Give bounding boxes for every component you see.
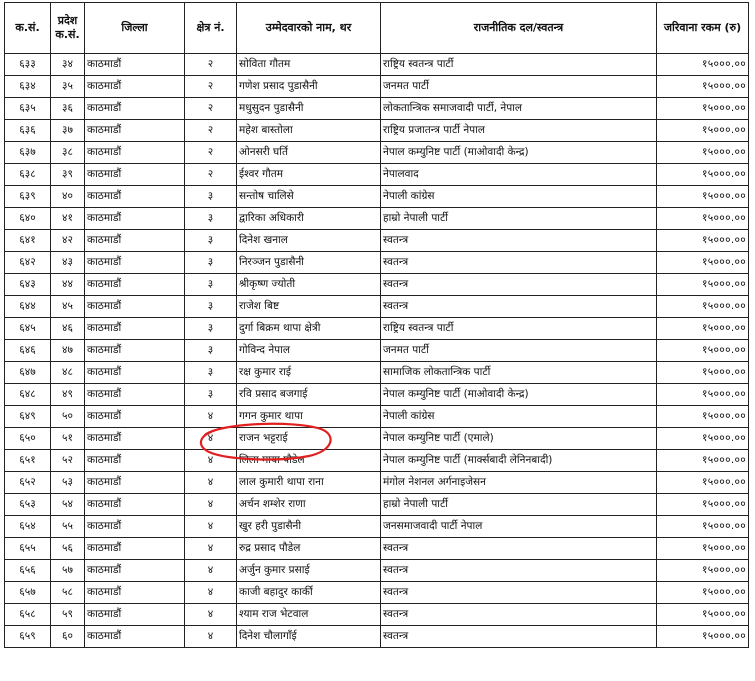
table-row bbox=[5, 582, 749, 604]
party-cell: स्वतन्त्र bbox=[381, 582, 657, 604]
constituency-cell: ३ bbox=[185, 274, 237, 296]
serial-cell: ६४४ bbox=[5, 296, 51, 318]
table-row bbox=[5, 54, 749, 76]
province-serial-cell: ४९ bbox=[51, 384, 85, 406]
fine-amount-cell: १५०००.०० bbox=[657, 384, 749, 406]
table-row bbox=[5, 406, 749, 428]
party-cell: राष्ट्रिय स्वतन्त्र पार्टी bbox=[381, 318, 657, 340]
fine-amount-cell: १५०००.०० bbox=[657, 472, 749, 494]
district-cell: काठमाडौं bbox=[85, 340, 185, 362]
province-serial-cell: ४६ bbox=[51, 318, 85, 340]
table-row bbox=[5, 164, 749, 186]
district-cell: काठमाडौं bbox=[85, 362, 185, 384]
serial-cell: ६३७ bbox=[5, 142, 51, 164]
province-serial-cell: ५१ bbox=[51, 428, 85, 450]
province-serial-cell: ४४ bbox=[51, 274, 85, 296]
district-cell: काठमाडौं bbox=[85, 604, 185, 626]
candidate-name-cell: दिनेश चौलागाँई bbox=[237, 626, 381, 648]
party-cell: नेपाली कांग्रेस bbox=[381, 186, 657, 208]
constituency-cell: २ bbox=[185, 76, 237, 98]
candidate-name-cell: राजेश बिष्ट bbox=[237, 296, 381, 318]
district-cell: काठमाडौं bbox=[85, 252, 185, 274]
candidate-name-cell: निरञ्जन पुडासैनी bbox=[237, 252, 381, 274]
fine-amount-cell: १५०००.०० bbox=[657, 604, 749, 626]
fine-amount-cell: १५०००.०० bbox=[657, 340, 749, 362]
constituency-cell: ४ bbox=[185, 516, 237, 538]
candidate-name-cell: दिनेश खनाल bbox=[237, 230, 381, 252]
province-serial-cell: ३८ bbox=[51, 142, 85, 164]
party-cell: नेपाल कम्युनिष्ट पार्टी (मार्क्सबादी लेनिनबादी) bbox=[381, 450, 657, 472]
constituency-cell: ३ bbox=[185, 296, 237, 318]
table-row bbox=[5, 296, 749, 318]
candidate-name-cell: सोविता गौतम bbox=[237, 54, 381, 76]
province-serial-cell: ४२ bbox=[51, 230, 85, 252]
district-cell: काठमाडौं bbox=[85, 296, 185, 318]
province-serial-cell: ३६ bbox=[51, 98, 85, 120]
fine-amount-cell: १५०००.०० bbox=[657, 186, 749, 208]
province-serial-cell: ४३ bbox=[51, 252, 85, 274]
serial-cell: ६५९ bbox=[5, 626, 51, 648]
candidate-name-cell: गणेश प्रसाद पुडासैनी bbox=[237, 76, 381, 98]
candidate-name-cell: राजन भट्टराई bbox=[237, 428, 381, 450]
candidate-name-cell: अर्जुन कुमार प्रसाई bbox=[237, 560, 381, 582]
table-row bbox=[5, 384, 749, 406]
party-cell: मंगोल नेशनल अर्गनाइजेसन bbox=[381, 472, 657, 494]
serial-cell: ६५२ bbox=[5, 472, 51, 494]
party-cell: जनसमाजवादी पार्टी नेपाल bbox=[381, 516, 657, 538]
province-serial-cell: ६० bbox=[51, 626, 85, 648]
party-cell: राष्ट्रिय स्वतन्त्र पार्टी bbox=[381, 54, 657, 76]
province-serial-cell: ३४ bbox=[51, 54, 85, 76]
constituency-cell: २ bbox=[185, 98, 237, 120]
candidate-name-cell: श्याम राज भेटवाल bbox=[237, 604, 381, 626]
province-serial-cell: ५६ bbox=[51, 538, 85, 560]
fine-amount-cell: १५०००.०० bbox=[657, 164, 749, 186]
table-row bbox=[5, 604, 749, 626]
candidate-name-cell: गगन कुमार थापा bbox=[237, 406, 381, 428]
table-row bbox=[5, 120, 749, 142]
constituency-cell: २ bbox=[185, 164, 237, 186]
serial-cell: ६५० bbox=[5, 428, 51, 450]
province-serial-cell: ३५ bbox=[51, 76, 85, 98]
fine-amount-cell: १५०००.०० bbox=[657, 582, 749, 604]
serial-cell: ६५१ bbox=[5, 450, 51, 472]
header-serial: क.सं. bbox=[5, 3, 51, 54]
constituency-cell: ३ bbox=[185, 318, 237, 340]
province-serial-cell: ३९ bbox=[51, 164, 85, 186]
district-cell: काठमाडौं bbox=[85, 120, 185, 142]
table-row bbox=[5, 318, 749, 340]
table-row bbox=[5, 186, 749, 208]
header-row bbox=[5, 3, 749, 54]
serial-cell: ६४५ bbox=[5, 318, 51, 340]
candidate-name-cell: लिला माया पौडेल bbox=[237, 450, 381, 472]
table-row bbox=[5, 538, 749, 560]
table-row bbox=[5, 450, 749, 472]
fine-amount-cell: १५०००.०० bbox=[657, 252, 749, 274]
table-row bbox=[5, 560, 749, 582]
fine-amount-cell: १५०००.०० bbox=[657, 538, 749, 560]
constituency-cell: ४ bbox=[185, 626, 237, 648]
constituency-cell: ४ bbox=[185, 428, 237, 450]
district-cell: काठमाडौं bbox=[85, 428, 185, 450]
fine-amount-cell: १५०००.०० bbox=[657, 296, 749, 318]
district-cell: काठमाडौं bbox=[85, 626, 185, 648]
table-row bbox=[5, 76, 749, 98]
district-cell: काठमाडौं bbox=[85, 230, 185, 252]
constituency-cell: ४ bbox=[185, 450, 237, 472]
table-row bbox=[5, 626, 749, 648]
constituency-cell: ४ bbox=[185, 494, 237, 516]
serial-cell: ६५५ bbox=[5, 538, 51, 560]
district-cell: काठमाडौं bbox=[85, 384, 185, 406]
fine-amount-cell: १५०००.०० bbox=[657, 120, 749, 142]
district-cell: काठमाडौं bbox=[85, 208, 185, 230]
serial-cell: ६४३ bbox=[5, 274, 51, 296]
party-cell: स्वतन्त्र bbox=[381, 296, 657, 318]
province-serial-cell: ५३ bbox=[51, 472, 85, 494]
party-cell: स्वतन्त्र bbox=[381, 252, 657, 274]
party-cell: नेपाली कांग्रेस bbox=[381, 406, 657, 428]
serial-cell: ६३९ bbox=[5, 186, 51, 208]
constituency-cell: ३ bbox=[185, 186, 237, 208]
fine-amount-cell: १५०००.०० bbox=[657, 318, 749, 340]
party-cell: नेपाल कम्युनिष्ट पार्टी (माओवादी केन्द्र) bbox=[381, 384, 657, 406]
header-candidate: उम्मेदवारको नाम, थर bbox=[237, 3, 381, 54]
header-district: जिल्ला bbox=[85, 3, 185, 54]
serial-cell: ६५६ bbox=[5, 560, 51, 582]
party-cell: स्वतन्त्र bbox=[381, 604, 657, 626]
constituency-cell: ३ bbox=[185, 384, 237, 406]
header-party: राजनीतिक दल/स्वतन्त्र bbox=[381, 3, 657, 54]
candidate-name-cell: काजी बहादुर कार्की bbox=[237, 582, 381, 604]
serial-cell: ६३६ bbox=[5, 120, 51, 142]
constituency-cell: ३ bbox=[185, 340, 237, 362]
party-cell: नेपालवाद bbox=[381, 164, 657, 186]
table-row bbox=[5, 274, 749, 296]
province-serial-cell: ३७ bbox=[51, 120, 85, 142]
party-cell: स्वतन्त्र bbox=[381, 626, 657, 648]
constituency-cell: २ bbox=[185, 120, 237, 142]
district-cell: काठमाडौं bbox=[85, 582, 185, 604]
fine-amount-cell: १५०००.०० bbox=[657, 494, 749, 516]
district-cell: काठमाडौं bbox=[85, 76, 185, 98]
district-cell: काठमाडौं bbox=[85, 54, 185, 76]
candidate-name-cell: महेश बास्तोला bbox=[237, 120, 381, 142]
constituency-cell: ४ bbox=[185, 538, 237, 560]
district-cell: काठमाडौं bbox=[85, 164, 185, 186]
party-cell: हाम्रो नेपाली पार्टी bbox=[381, 494, 657, 516]
constituency-cell: २ bbox=[185, 142, 237, 164]
constituency-cell: ४ bbox=[185, 472, 237, 494]
serial-cell: ६३४ bbox=[5, 76, 51, 98]
province-serial-cell: ५२ bbox=[51, 450, 85, 472]
serial-cell: ६४६ bbox=[5, 340, 51, 362]
district-cell: काठमाडौं bbox=[85, 318, 185, 340]
fine-amount-cell: १५०००.०० bbox=[657, 208, 749, 230]
party-cell: नेपाल कम्युनिष्ट पार्टी (एमाले) bbox=[381, 428, 657, 450]
province-serial-cell: ५५ bbox=[51, 516, 85, 538]
province-serial-cell: ४७ bbox=[51, 340, 85, 362]
candidate-name-cell: रक्ष कुमार राई bbox=[237, 362, 381, 384]
table-row bbox=[5, 494, 749, 516]
province-serial-cell: ४८ bbox=[51, 362, 85, 384]
party-cell: राष्ट्रिय प्रजातन्त्र पार्टी नेपाल bbox=[381, 120, 657, 142]
header-province-serial: प्रदेश क.सं. bbox=[51, 3, 85, 54]
province-serial-cell: ५० bbox=[51, 406, 85, 428]
party-cell: जनमत पार्टी bbox=[381, 76, 657, 98]
serial-cell: ६४९ bbox=[5, 406, 51, 428]
constituency-cell: ३ bbox=[185, 230, 237, 252]
district-cell: काठमाडौं bbox=[85, 538, 185, 560]
fine-amount-cell: १५०००.०० bbox=[657, 428, 749, 450]
header-fine: जरिवाना रकम (रु) bbox=[657, 3, 749, 54]
fine-amount-cell: १५०००.०० bbox=[657, 98, 749, 120]
candidate-name-cell: मधुसुदन पुडासैनी bbox=[237, 98, 381, 120]
province-serial-cell: ५७ bbox=[51, 560, 85, 582]
constituency-cell: २ bbox=[185, 54, 237, 76]
party-cell: हाम्रो नेपाली पार्टी bbox=[381, 208, 657, 230]
party-cell: स्वतन्त्र bbox=[381, 274, 657, 296]
table-row bbox=[5, 428, 749, 450]
district-cell: काठमाडौं bbox=[85, 274, 185, 296]
serial-cell: ६४८ bbox=[5, 384, 51, 406]
constituency-cell: ४ bbox=[185, 560, 237, 582]
province-serial-cell: ४५ bbox=[51, 296, 85, 318]
candidate-name-cell: गोविन्द नेपाल bbox=[237, 340, 381, 362]
fine-amount-cell: १५०००.०० bbox=[657, 54, 749, 76]
district-cell: काठमाडौं bbox=[85, 516, 185, 538]
candidate-name-cell: ओनसरी घर्ति bbox=[237, 142, 381, 164]
serial-cell: ६३५ bbox=[5, 98, 51, 120]
fine-amount-cell: १५०००.०० bbox=[657, 450, 749, 472]
constituency-cell: ३ bbox=[185, 208, 237, 230]
fine-amount-cell: १५०००.०० bbox=[657, 230, 749, 252]
candidate-name-cell: लाल कुमारी थापा राना bbox=[237, 472, 381, 494]
fine-amount-cell: १५०००.०० bbox=[657, 142, 749, 164]
district-cell: काठमाडौं bbox=[85, 450, 185, 472]
serial-cell: ६५७ bbox=[5, 582, 51, 604]
candidates-table bbox=[4, 2, 749, 648]
header-constituency: क्षेत्र नं. bbox=[185, 3, 237, 54]
province-serial-cell: ४१ bbox=[51, 208, 85, 230]
serial-cell: ६५३ bbox=[5, 494, 51, 516]
party-cell: लोकतान्त्रिक समाजवादी पार्टी, नेपाल bbox=[381, 98, 657, 120]
serial-cell: ६४७ bbox=[5, 362, 51, 384]
party-cell: नेपाल कम्युनिष्ट पार्टी (माओवादी केन्द्र) bbox=[381, 142, 657, 164]
province-serial-cell: ५९ bbox=[51, 604, 85, 626]
fine-amount-cell: १५०००.०० bbox=[657, 274, 749, 296]
party-cell: स्वतन्त्र bbox=[381, 230, 657, 252]
district-cell: काठमाडौं bbox=[85, 406, 185, 428]
district-cell: काठमाडौं bbox=[85, 494, 185, 516]
serial-cell: ६४१ bbox=[5, 230, 51, 252]
party-cell: सामाजिक लोकतान्त्रिक पार्टी bbox=[381, 362, 657, 384]
candidate-name-cell: दुर्गा बिक्रम थापा क्षेत्री bbox=[237, 318, 381, 340]
fine-amount-cell: १५०००.०० bbox=[657, 626, 749, 648]
candidate-name-cell: सन्तोष चालिसे bbox=[237, 186, 381, 208]
candidate-name-cell: अर्चन शम्शेर राणा bbox=[237, 494, 381, 516]
constituency-cell: ४ bbox=[185, 582, 237, 604]
candidate-name-cell: श्रीकृष्ण ज्योती bbox=[237, 274, 381, 296]
table-row bbox=[5, 98, 749, 120]
serial-cell: ६३८ bbox=[5, 164, 51, 186]
candidate-name-cell: खुर हरी पुडासैनी bbox=[237, 516, 381, 538]
province-serial-cell: ५४ bbox=[51, 494, 85, 516]
province-serial-cell: ४० bbox=[51, 186, 85, 208]
serial-cell: ६३३ bbox=[5, 54, 51, 76]
fine-amount-cell: १५०००.०० bbox=[657, 76, 749, 98]
fine-amount-cell: १५०००.०० bbox=[657, 406, 749, 428]
fine-amount-cell: १५०००.०० bbox=[657, 362, 749, 384]
candidate-name-cell: रुद्र प्रसाद पौडेल bbox=[237, 538, 381, 560]
table-row bbox=[5, 362, 749, 384]
fine-amount-cell: १५०००.०० bbox=[657, 516, 749, 538]
constituency-cell: ३ bbox=[185, 362, 237, 384]
party-cell: स्वतन्त्र bbox=[381, 560, 657, 582]
table-row bbox=[5, 230, 749, 252]
candidate-name-cell: रवि प्रसाद बजगाई bbox=[237, 384, 381, 406]
candidate-name-cell: ईश्वर गौतम bbox=[237, 164, 381, 186]
constituency-cell: ४ bbox=[185, 604, 237, 626]
table-body bbox=[5, 54, 749, 648]
table-row bbox=[5, 516, 749, 538]
party-cell: स्वतन्त्र bbox=[381, 538, 657, 560]
province-serial-cell: ५८ bbox=[51, 582, 85, 604]
serial-cell: ६५४ bbox=[5, 516, 51, 538]
district-cell: काठमाडौं bbox=[85, 142, 185, 164]
district-cell: काठमाडौं bbox=[85, 472, 185, 494]
table-row bbox=[5, 340, 749, 362]
table-row bbox=[5, 472, 749, 494]
serial-cell: ६४० bbox=[5, 208, 51, 230]
district-cell: काठमाडौं bbox=[85, 98, 185, 120]
table-row bbox=[5, 208, 749, 230]
party-cell: जनमत पार्टी bbox=[381, 340, 657, 362]
constituency-cell: ४ bbox=[185, 406, 237, 428]
candidate-name-cell: द्वारिका अधिकारी bbox=[237, 208, 381, 230]
table-row bbox=[5, 252, 749, 274]
serial-cell: ६४२ bbox=[5, 252, 51, 274]
table-row bbox=[5, 142, 749, 164]
serial-cell: ६५८ bbox=[5, 604, 51, 626]
fine-amount-cell: १५०००.०० bbox=[657, 560, 749, 582]
district-cell: काठमाडौं bbox=[85, 560, 185, 582]
constituency-cell: ३ bbox=[185, 252, 237, 274]
district-cell: काठमाडौं bbox=[85, 186, 185, 208]
